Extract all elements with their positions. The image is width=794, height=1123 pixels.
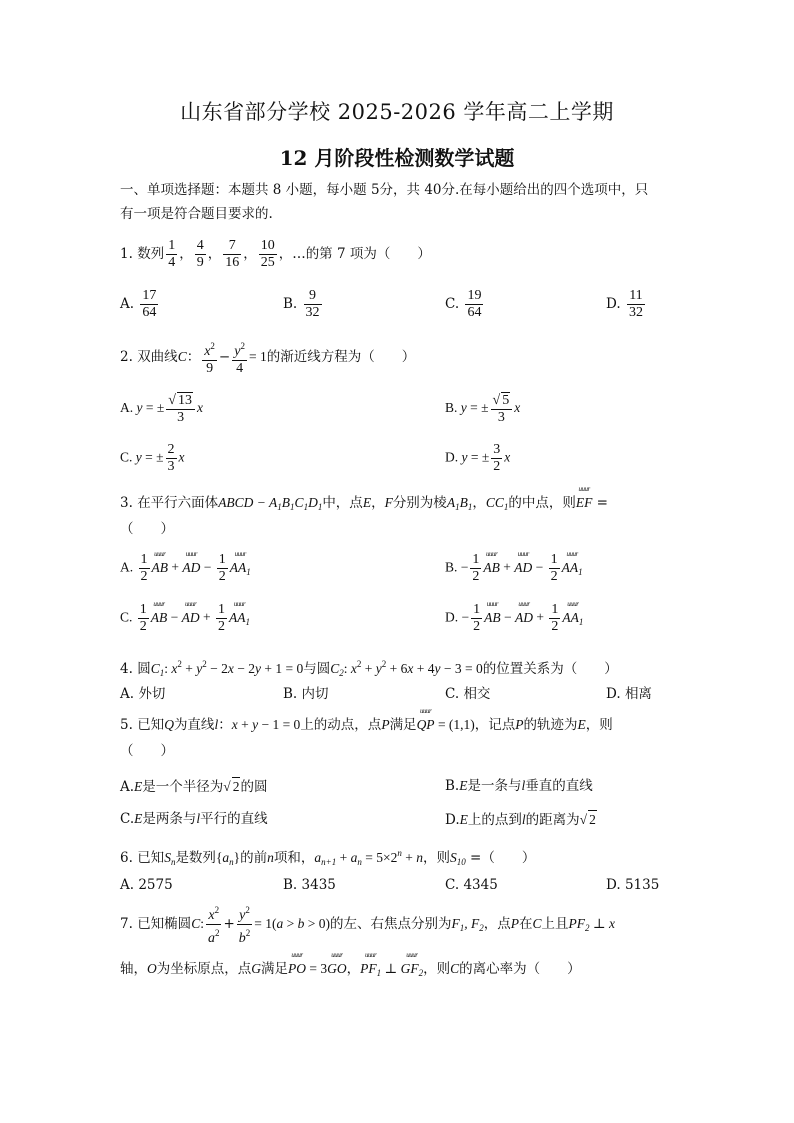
q1-option-b: B. $\frac{9}{32}$: [283, 288, 320, 320]
q6-option-b: B. 3435: [283, 877, 336, 893]
question-6: 6. 已知$S_n$是数列$\{a_n\}$的前n项和，$a_{n+1} + a_n = 5\times 2^n + n$，则$S_{10}$ =（ ）: [120, 848, 536, 867]
question-5-paren: （ ）: [120, 743, 174, 759]
section-instruction-2: 有一项是符合题目要求的.: [120, 206, 273, 222]
q3-option-d: D. − $\frac{1}{2}$ uuur AB − uuur AD + $\frac{1}{2}$ uuur $AA_1$: [445, 602, 583, 635]
q3-option-c: C. $\frac{1}{2}$ uuur AB − uuur AD + $\frac{1}{2}$ uuur $AA_1$: [120, 602, 250, 635]
title-line-1: 山东省部分学校 2025-2026 学年高二上学期: [180, 100, 614, 124]
q2-option-c: C. y = ± $\frac{2}{3}$ x: [120, 442, 185, 474]
question-4: 4. 圆$C_1$: $x^2 + y^2 - 2x - 2y + 1 = 0$与圆$C_2$: $x^2 + y^2 + 6x + 4y - 3 = 0$的位置关系为（ ）: [120, 659, 618, 678]
question-5: 5. 已知Q为直线l：x + y − 1 = 0上的动点，点P满足uuur QP = (1,1)，记点P的轨迹为E，则: [120, 716, 613, 734]
q4-option-c: C. 相交: [445, 686, 491, 702]
q4-option-a: A. 外切: [120, 686, 166, 702]
question-7: 7. 已知椭圆C: $\frac{x^2}{a^2}$ + $\frac{y^2}{b^2}$ = 1(a > b > 0)的左、右焦点分别为$F_1$, $F_2$，点P在C上且$PF_2$ ⊥ x: [120, 902, 615, 948]
q2-option-a: A. y = ± $\frac{√ 13}{3}$ x: [120, 393, 203, 425]
q6-option-d: D. 5135: [606, 877, 660, 893]
q3-option-b: B. − $\frac{1}{2}$ uuur AB + uuur AD − $\frac{1}{2}$ uuur $AA_1$: [445, 552, 583, 585]
question-7-line-2: 轴，O为坐标原点，点G满足uuur PO = 3uuur GO，uuur $PF_1$ ⊥ uuur $GF_2$，则C的离心率为（ ）: [120, 960, 581, 982]
q6-option-a: A. 2575: [120, 877, 173, 893]
q1-option-d: D. $\frac{11}{32}$: [606, 288, 643, 320]
q4-option-b: B. 内切: [283, 686, 329, 702]
question-1: 1. 数列 $\frac{1}{4}$ ， $\frac{4}{9}$ ， $\frac{7}{16}$ ， $\frac{10}{25}$ ，…的第 7 项为（ ）: [120, 238, 431, 270]
q2-option-b: B. y = ± $\frac{√ 5}{3}$ x: [445, 393, 521, 425]
q4-option-d: D. 相离: [606, 686, 652, 702]
q3-option-a: A. $\frac{1}{2}$ uuur AB + uuur AD − $\frac{1}{2}$ uuur $AA_1$: [120, 552, 251, 585]
q5-option-a: A.E是一个半径为√ 2的圆: [120, 779, 268, 795]
q1-option-a: A. $\frac{17}{64}$: [120, 288, 157, 320]
question-3: 3. 在平行六面体ABCD − $A_1B_1C_1D_1$中，点E，F分别为棱$A_1B_1$，$CC_1$的中点，则uuur EF =: [120, 494, 608, 516]
section-instruction-1: 一、单项选择题：本题共 8 小题，每小题 5分，共 40分.在每小题给出的四个选项中，只: [120, 182, 649, 198]
title-line-2: 12 月阶段性检测数学试题: [279, 146, 515, 170]
question-3-paren: （ ）: [120, 521, 174, 537]
q2-option-d: D. y = ± $\frac{3}{2}$ x: [445, 442, 511, 474]
question-2: 2. 双曲线C： $\frac{x^2}{9}$ − $\frac{y^2}{4}$ = 1的渐近线方程为（ ）: [120, 338, 415, 377]
q5-option-d: D.E上的点到l的距离为√ 2: [445, 812, 596, 828]
q5-option-b: B.E是一条与l垂直的直线: [445, 778, 593, 794]
q6-option-c: C. 4345: [445, 877, 498, 893]
q5-option-c: C.E是两条与l平行的直线: [120, 811, 268, 827]
q1-option-c: C. $\frac{19}{64}$: [445, 288, 482, 320]
